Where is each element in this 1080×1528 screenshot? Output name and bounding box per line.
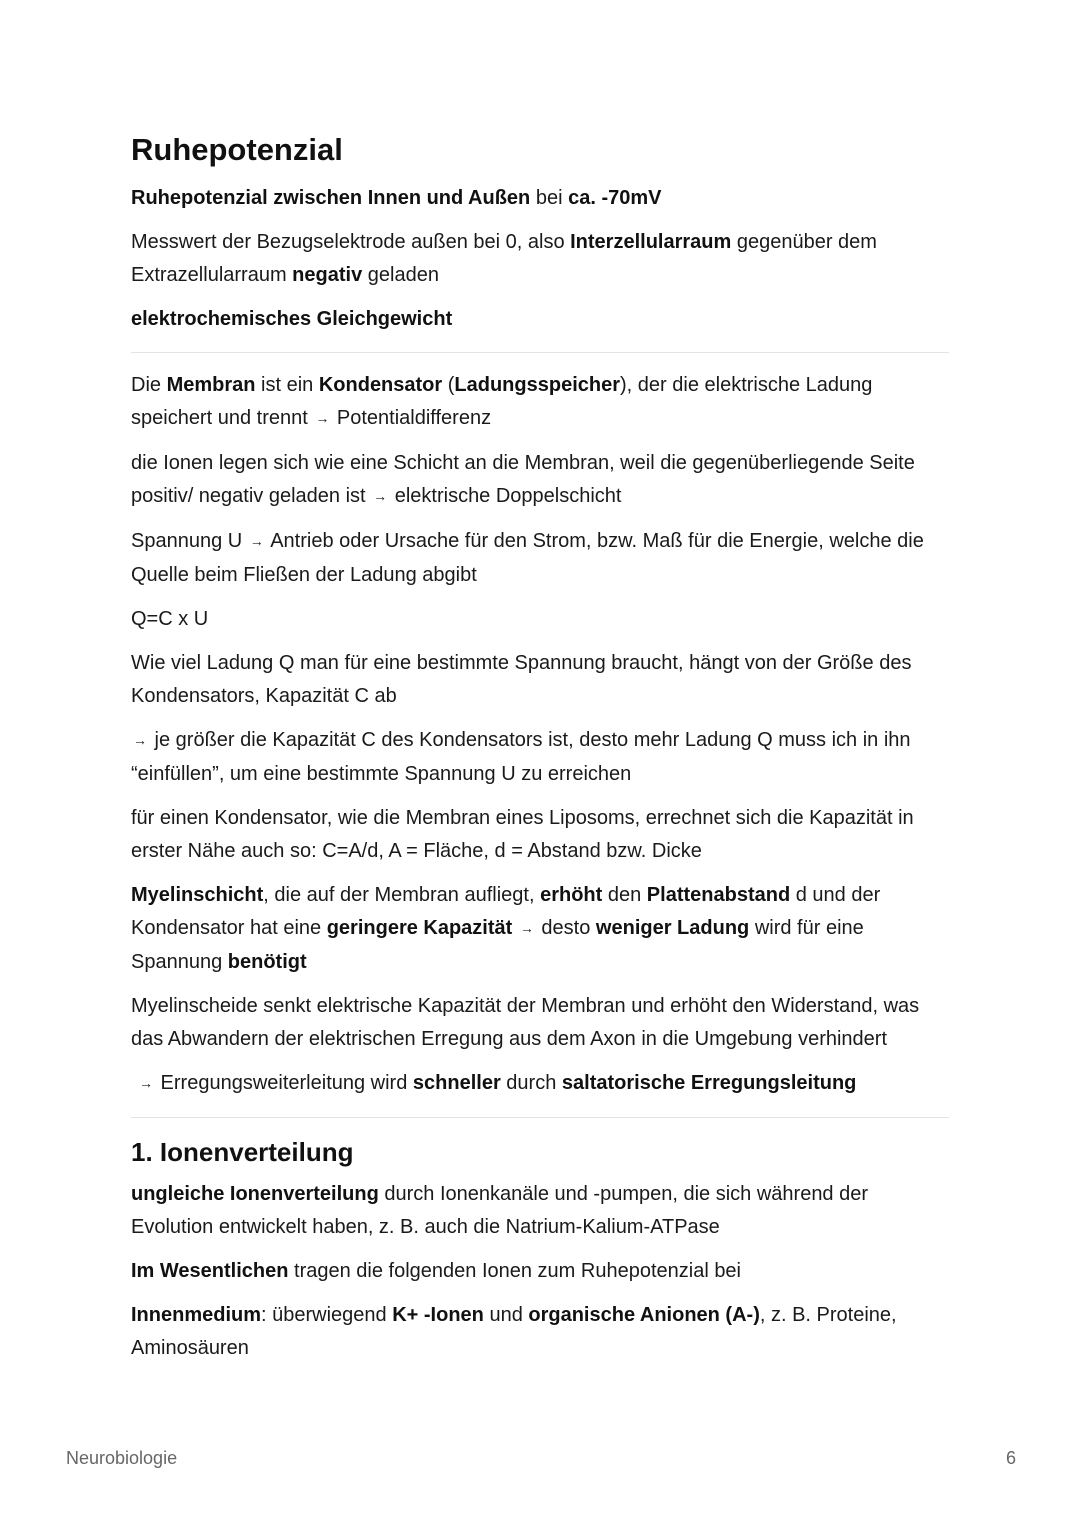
- paragraph-double-layer: die Ionen legen sich wie eine Schicht an die Membran, weil die gegenüberliegende Seite positiv/ negativ geladen ist → elektrische Doppelschicht: [131, 452, 915, 507]
- paragraph-membrane-capacitor: Die Membran ist ein Kondensator (Ladungsspeicher), der die elektrische Ladung speichert und trennt → Potentialdifferenz: [131, 374, 873, 429]
- page-number: 6: [1005, 1448, 1016, 1468]
- paragraph-capacity-fill: → je größer die Kapazität C des Kondensators ist, desto mehr Ladung Q muss ich in ihn “einfüllen”, um eine bestimmte Spannung U zu erreichen: [131, 729, 911, 785]
- paragraph-resting-potential: Ruhepotenzial zwischen Innen und Außen bei ca. -70mV: [131, 187, 662, 209]
- paragraph-reference-electrode: Messwert der Bezugselektrode außen bei 0, also Interzellularraum gegenüber dem Extrazellularraum negativ geladen: [131, 231, 877, 286]
- paragraph-equilibrium: elektrochemisches Gleichgewicht: [131, 308, 453, 330]
- formula-charge: Q=C x U: [131, 608, 209, 630]
- paragraph-ion-distribution: ungleiche Ionenverteilung durch Ionenkanäle und -pumpen, die sich während der Evolution entwickelt haben, z. B. auch die Natrium-Kalium-ATPase: [131, 1183, 869, 1238]
- page-title: Ruhepotenzial: [131, 132, 343, 167]
- paragraph-ions-contribute: Im Wesentlichen tragen die folgenden Ionen zum Ruhepotenzial bei: [131, 1260, 742, 1282]
- divider: [131, 352, 949, 353]
- section-heading: 1. Ionenverteilung: [131, 1137, 354, 1167]
- arrow-icon: →: [139, 1075, 153, 1091]
- paragraph-voltage: Spannung U → Antrieb oder Ursache für den Strom, bzw. Maß für die Energie, welche die Quelle beim Fließen der Ladung abgibt: [131, 530, 924, 586]
- footer-label: Neurobiologie: [66, 1448, 178, 1468]
- arrow-icon: →: [373, 488, 388, 504]
- paragraph-myelin-sheath: Myelinscheide senkt elektrische Kapazität der Membran und erhöht den Widerstand, was das Abwandern der elektrischen Erregung aus dem Axon in die Umgebung verhindert: [131, 995, 920, 1050]
- divider: [131, 1117, 949, 1118]
- paragraph-inner-medium: Innenmedium: überwiegend K+ -Ionen und organische Anionen (A-), z. B. Proteine, Aminosäuren: [131, 1304, 897, 1359]
- paragraph-charge-capacity: Wie viel Ladung Q man für eine bestimmte Spannung braucht, hängt von der Größe des Kondensators, Kapazität C ab: [131, 652, 912, 707]
- paragraph-myelin-layer: Myelinschicht, die auf der Membran aufliegt, erhöht den Plattenabstand d und der Kondensator hat eine geringere Kapazität → desto weniger Ladung wird für eine Spannung benötigt: [131, 884, 881, 973]
- paragraph-saltatory: → Erregungsweiterleitung wird schneller durch saltatorische Erregungsleitung: [139, 1072, 857, 1094]
- arrow-icon: →: [315, 410, 330, 426]
- arrow-icon: →: [519, 920, 534, 936]
- arrow-icon: →: [133, 732, 147, 748]
- paragraph-liposome-capacity: für einen Kondensator, wie die Membran eines Liposoms, errechnet sich die Kapazität in erster Nähe auch so: C=A/d, A = Fläche, d = Abstand bzw. Dicke: [131, 807, 914, 862]
- arrow-icon: →: [249, 533, 264, 549]
- document-page: [131, 128, 949, 1376]
